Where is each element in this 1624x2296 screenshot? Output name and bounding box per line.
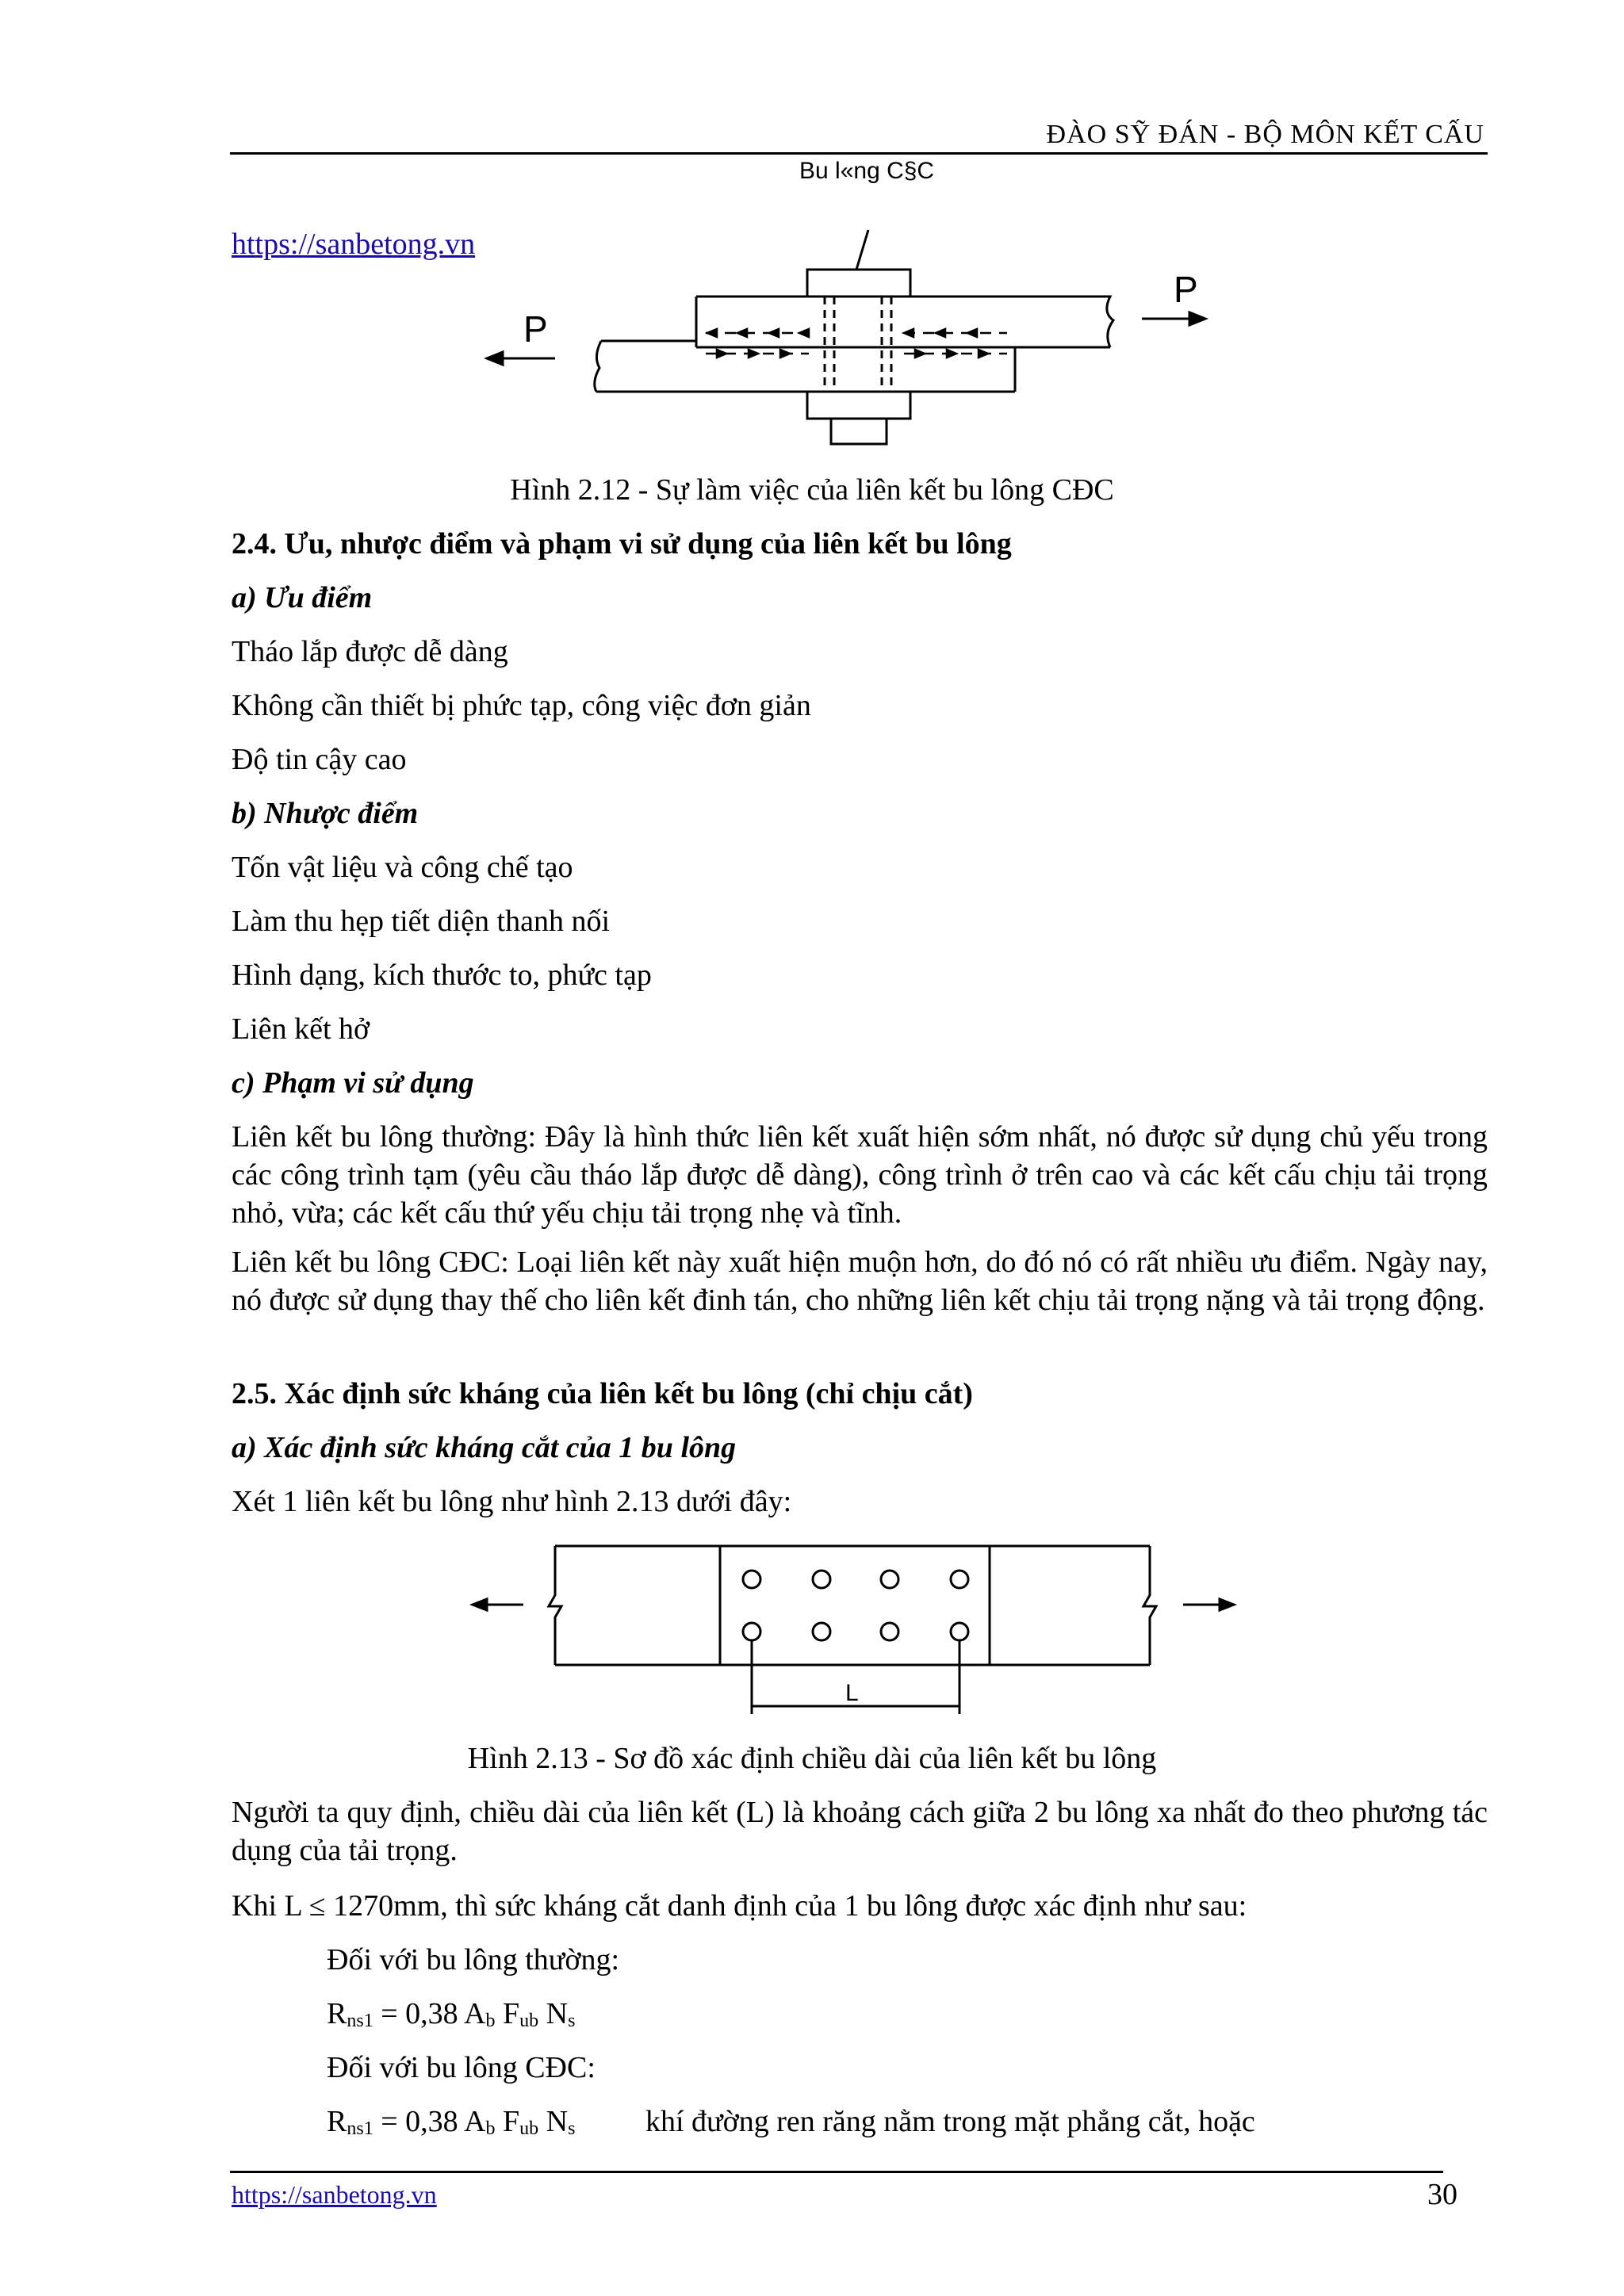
fig12-caption: Hình 2.12 - Sự làm việc của liên kết bu lông CĐC xyxy=(510,473,1114,507)
paragraph: Khi L ≤ 1270mm, thì sức kháng cắt danh định của 1 bu lông được xác định như sau: xyxy=(232,1889,1247,1923)
formula-note: khí đường ren răng nằm trong mặt phẳng cắt, hoặc xyxy=(645,2105,1255,2138)
paragraph: Liên kết bu lông CĐC: Loại liên kết này xuất hiện muộn hơn, do đó nó có rất nhiều ưu điểm. Ngày nay, nó được sử dụng thay thế cho liên kết đinh tán, cho những liên kết chịu tải trọng nặng và tải trọng động. xyxy=(232,1246,1488,1317)
list-item: Tốn vật liệu và công chế tạo xyxy=(232,851,573,884)
page-number: 30 xyxy=(1427,2178,1457,2211)
footer-rule xyxy=(230,2171,1443,2173)
fig13-caption: Hình 2.13 - Sơ đồ xác định chiều dài của liên kết bu lông xyxy=(467,1742,1157,1775)
formula: $R_{ns1} = 0,38$ $A_b$ $F_{ub}$ $N_s$ xyxy=(327,1997,576,2031)
paragraph: Người ta quy định, chiều dài của liên kết (L) là khoảng cách giữa 2 bu lông xa nhất đo theo phương tác dụng của tải trọng. xyxy=(232,1796,1488,1867)
subsection-a-title: a) Ưu điểm xyxy=(232,581,373,614)
top-link[interactable]: https://sanbetong.vn xyxy=(232,228,476,261)
figure-2-12 xyxy=(476,214,1237,468)
list-item: Tháo lắp được dễ dàng xyxy=(232,635,508,668)
footer-link[interactable]: https://sanbetong.vn xyxy=(232,2180,437,2209)
case-label: Đối với bu lông thường: xyxy=(327,1943,620,1976)
paragraph: Liên kết bu lông thường: Đây là hình thức liên kết xuất hiện sớm nhất, nó được sử dụng chủ yếu trong các công trình tạm (yêu cầu tháo lắp được dễ dàng), công trình ở trên cao và các kết cấu chịu tải trọng nhỏ, vừa; các kết cấu thứ yếu chịu tải trọng nhẹ và tĩnh. xyxy=(232,1120,1488,1230)
list-item: Không cần thiết bị phức tạp, công việc đơn giản xyxy=(232,689,811,722)
list-item: Liên kết hở xyxy=(232,1012,370,1046)
case-label: Đối với bu lông CĐC: xyxy=(327,2051,596,2084)
fig13-dim-label: L xyxy=(845,1680,859,1706)
formula: $R_{ns1} = 0,38$ $A_b$ $F_{ub}$ $N_s$ xyxy=(327,2105,576,2139)
subsection-a-title: a) Xác định sức kháng cắt của 1 bu lông xyxy=(232,1431,737,1464)
section-2-5-title: 2.5. Xác định sức kháng của liên kết bu lông (chỉ chịu cắt) xyxy=(232,1377,973,1410)
fig12-label: Bu l«ng C§C xyxy=(799,158,935,184)
subsection-b-title: b) Nhược điểm xyxy=(232,797,419,830)
list-item: Hình dạng, kích thước to, phức tạp xyxy=(232,959,652,992)
fig12-p-right: P xyxy=(1174,269,1198,310)
subsection-c-title: c) Phạm vi sử dụng xyxy=(232,1066,474,1100)
paragraph: Xét 1 liên kết bu lông như hình 2.13 dưới đây: xyxy=(232,1485,792,1518)
header-rule xyxy=(230,152,1488,155)
section-2-4-title: 2.4. Ưu, nhược điểm và phạm vi sử dụng của liên kết bu lông xyxy=(232,527,1012,561)
fig12-p-left: P xyxy=(523,308,548,350)
list-item: Độ tin cậy cao xyxy=(232,743,407,776)
list-item: Làm thu hẹp tiết diện thanh nối xyxy=(232,905,611,938)
page-header: ĐÀO SỸ ĐÁN - BỘ MÔN KẾT CẤU xyxy=(1046,120,1484,149)
